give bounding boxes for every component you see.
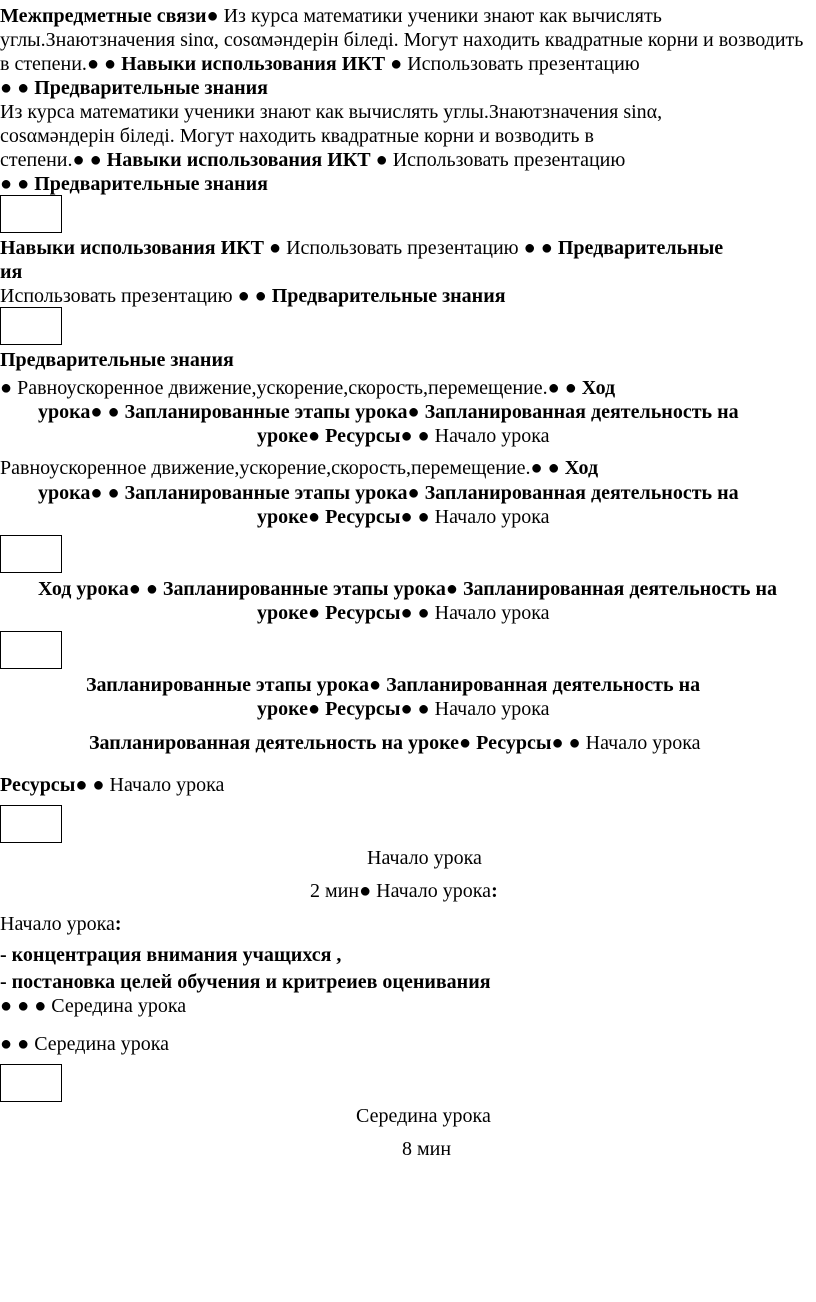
bullet-icon: ● [206, 5, 219, 27]
planned-stages-label: Запланированные этапы урока [162, 578, 446, 600]
lesson-flow-label: Ход [581, 377, 616, 399]
bullet-icon: ● [86, 53, 100, 75]
text-line [356, 1104, 491, 1128]
text-line [402, 1137, 451, 1161]
bullet-icon: ● [445, 578, 458, 600]
text-span: cosαмәндерін біледі. Могут находить квадратные корни и возводить в [0, 125, 594, 147]
duration-text: 2 мин [310, 880, 360, 902]
text-line [0, 124, 594, 148]
text-span: Использовать презентацию [402, 53, 640, 75]
bullet-icon: ● [268, 237, 282, 259]
bullet-icon: ● [568, 732, 581, 754]
text-span: Начало урока [429, 425, 550, 447]
text-line [0, 260, 22, 284]
planned-activity-label: Запланированная деятельность на [424, 401, 739, 423]
text-span: уроке [257, 602, 309, 624]
text-line [0, 52, 640, 76]
bullet-icon: ● [107, 401, 120, 423]
text-span: Равноускоренное движение,ускорение,скорость,перемещение. [0, 457, 531, 479]
text-line [0, 4, 662, 28]
bullet-icon: ● [308, 506, 321, 528]
bullet-icon: ● [75, 774, 88, 796]
empty-box [0, 805, 62, 843]
bullet-icon: ● [254, 285, 267, 307]
bullet-icon: ● [368, 674, 382, 696]
bullet-icon: ● [0, 377, 13, 399]
text-line [310, 879, 498, 903]
text-span: Равноускоренное движение,ускорение,скорость,перемещение. [12, 377, 548, 399]
bullet-icon: ● [0, 995, 13, 1017]
bullet-icon: ● [17, 77, 30, 99]
text-span: степени. [0, 149, 73, 171]
bullet-icon: ● [400, 602, 413, 624]
text-line [0, 970, 491, 994]
bullet-icon: ● [417, 602, 430, 624]
text-line [0, 172, 268, 196]
lesson-start-heading: Начало урока [367, 847, 482, 869]
resources-label: Ресурсы [325, 425, 401, 447]
text-span: Из курса математики ученики знают как вычислять [218, 5, 662, 27]
prior-knowledge-label: Предварительные знания [0, 349, 234, 371]
planned-activity-label: Запланированная деятельность на [462, 578, 777, 600]
bullet-icon: ● [407, 482, 420, 504]
text-line [0, 912, 122, 936]
bullet-icon: ● [90, 401, 103, 423]
ict-skills-label: Навыки использования ИКТ [121, 53, 386, 75]
text-span: уроке [408, 732, 460, 754]
planned-activity-label: Запланированная деятельность на [424, 482, 739, 504]
bullet-icon: ● [359, 880, 372, 902]
text-line [0, 773, 224, 797]
text-span: Начало урока [429, 602, 550, 624]
bullet-icon: ● [72, 149, 85, 171]
text-line [0, 76, 268, 100]
text-line [257, 505, 550, 529]
empty-box [0, 195, 62, 233]
bullet-icon: ● [523, 237, 536, 259]
resources-label: Ресурсы [476, 732, 552, 754]
bullet-icon: ● [0, 173, 13, 195]
text-line [0, 376, 615, 400]
bullet-icon: ● [540, 237, 553, 259]
text-span: Использовать презентацию [387, 149, 626, 171]
text-line [367, 846, 482, 870]
planned-activity-label: Запланированная деятельность на [89, 732, 404, 754]
bullet-icon: ● [417, 698, 430, 720]
text-line [38, 400, 739, 424]
bullet-icon: ● [104, 53, 117, 75]
text-line [257, 601, 550, 625]
lesson-middle-heading: Середина урока [356, 1105, 491, 1127]
bullet-icon: ● [407, 401, 420, 423]
text-span: Начало урока [0, 913, 115, 935]
bullet-icon: ● [308, 425, 321, 447]
resources-label: Ресурсы [325, 602, 401, 624]
list-item: - концентрация внимания учащихся , [0, 944, 342, 966]
text-line [38, 481, 739, 505]
text-line [0, 348, 234, 372]
resources-label: Ресурсы [325, 506, 401, 528]
text-line [0, 100, 662, 124]
bullet-icon: ● [390, 53, 403, 75]
text-span: Середина урока [29, 1033, 170, 1055]
bullet-icon: ● [308, 602, 321, 624]
bullet-icon: ● [564, 377, 577, 399]
text-span: уроке [257, 698, 309, 720]
planned-activity-label: Запланированная деятельность на [386, 674, 701, 696]
text-line [0, 943, 341, 967]
text-span: ия [0, 261, 23, 283]
bullet-icon: ● [459, 732, 472, 754]
text-span: Начало урока [371, 880, 492, 902]
text-line [0, 148, 625, 172]
bullet-icon: ● [375, 149, 388, 171]
bullet-icon: ● [237, 285, 250, 307]
bullet-icon: ● [400, 425, 413, 447]
text-line [86, 673, 700, 697]
bullet-icon: ● [547, 377, 560, 399]
text-span: углы.Знаютзначения sinα, cosαмәндерін біледі. Могут находить квадратные корни и возводить [0, 29, 804, 51]
text-span: Середина урока [46, 995, 187, 1017]
empty-box [0, 307, 62, 345]
bullet-icon: ● [92, 774, 105, 796]
text-line [0, 236, 723, 260]
text-span: : [114, 913, 122, 935]
bullet-icon: ● [90, 482, 103, 504]
text-span: уроке [257, 425, 309, 447]
ict-skills-label: Навыки использования ИКТ [0, 237, 264, 259]
text-line [0, 456, 598, 480]
resources-label: Ресурсы [325, 698, 401, 720]
planned-stages-label: Запланированные этапы урока [86, 674, 369, 696]
prior-knowledge-label: Предварительные знания [34, 77, 268, 99]
text-span: урока [38, 482, 91, 504]
bullet-icon: ● [417, 506, 430, 528]
text-line [257, 424, 550, 448]
bullet-icon: ● [128, 578, 141, 600]
bullet-icon: ● [17, 1033, 30, 1055]
text-line [257, 697, 550, 721]
text-line [89, 731, 701, 755]
bullet-icon: ● [0, 1033, 13, 1055]
text-span: Начало урока [104, 774, 225, 796]
bullet-icon: ● [107, 482, 120, 504]
bullet-icon: ● [308, 698, 321, 720]
bullet-icon: ● [34, 995, 47, 1017]
planned-stages-label: Запланированные этапы урока [124, 401, 408, 423]
text-span: : [491, 880, 498, 902]
text-line [0, 28, 803, 52]
bullet-icon: ● [547, 457, 560, 479]
bullet-icon: ● [0, 77, 13, 99]
bullet-icon: ● [17, 995, 30, 1017]
bullet-icon: ● [400, 698, 413, 720]
text-span: уроке [257, 506, 309, 528]
ict-skills-label: Навыки использования ИКТ [106, 149, 371, 171]
lesson-flow-label: Ход урока [38, 578, 129, 600]
text-span: Начало урока [580, 732, 701, 754]
text-line [0, 994, 186, 1018]
empty-box [0, 631, 62, 669]
interdisciplinary-label: Межпредметные связи [0, 5, 207, 27]
bullet-icon: ● [551, 732, 564, 754]
bullet-icon: ● [89, 149, 102, 171]
bullet-icon: ● [400, 506, 413, 528]
resources-label: Ресурсы [0, 774, 76, 796]
text-span: Начало урока [429, 698, 550, 720]
bullet-icon: ● [417, 425, 430, 447]
prior-knowledge-label: Предварительные знания [34, 173, 268, 195]
text-line [38, 577, 777, 601]
planned-stages-label: Запланированные этапы урока [124, 482, 408, 504]
text-span: урока [38, 401, 91, 423]
text-span: Из курса математики ученики знают как вычислять углы.Знаютзначения sinα, [0, 101, 663, 123]
prior-label: Предварительные [557, 237, 724, 259]
duration-text: 8 мин [402, 1138, 452, 1160]
list-item: - постановка целей обучения и критреиев оценивания [0, 971, 491, 993]
bullet-icon: ● [145, 578, 158, 600]
text-line [0, 1032, 169, 1056]
text-span: Начало урока [429, 506, 550, 528]
bullet-icon: ● [17, 173, 30, 195]
empty-box [0, 535, 62, 573]
text-line [0, 284, 506, 308]
text-span: Использовать презентацию [281, 237, 519, 259]
bullet-icon: ● [530, 457, 543, 479]
prior-knowledge-label: Предварительные знания [271, 285, 506, 307]
lesson-flow-label: Ход [564, 457, 599, 479]
empty-box [0, 1064, 62, 1102]
text-span: Использовать презентацию [0, 285, 233, 307]
text-span: в степени. [0, 53, 87, 75]
